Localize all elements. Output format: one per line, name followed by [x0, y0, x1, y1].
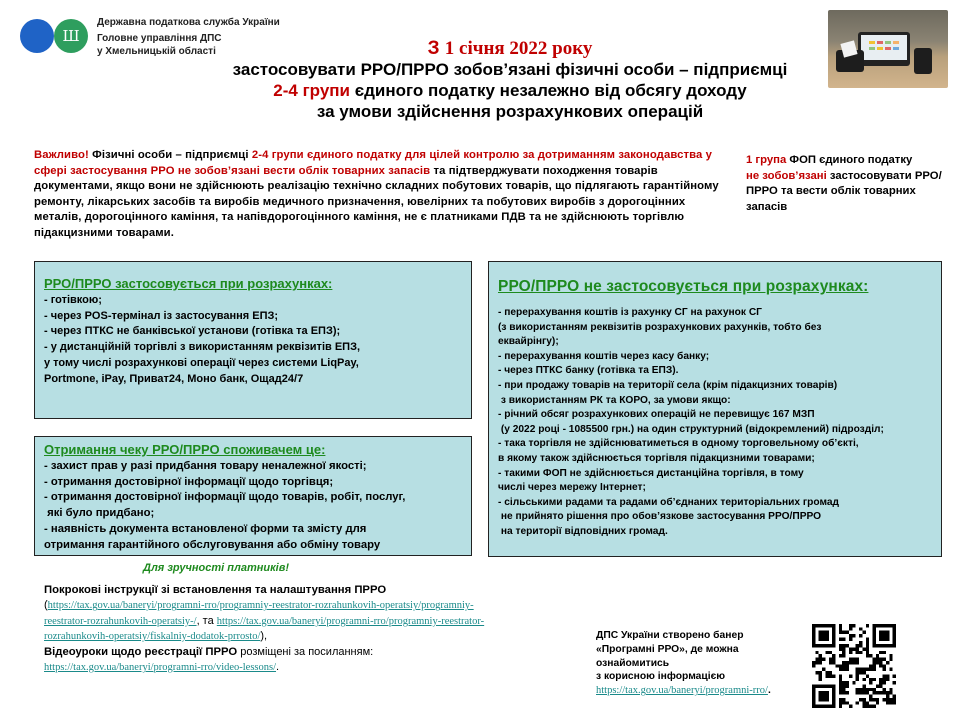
instructions-heading: Покрокові інструкції зі встановлення та налаштування ПРРО	[44, 584, 387, 596]
org-line-1: Державна податкова служба України	[97, 17, 280, 28]
list-item: - перерахування коштів із рахунку СГ на рахунок СГ	[498, 307, 762, 318]
title-line-1	[150, 38, 870, 59]
title-line-4: за умови здійснення розрахункових операцій	[316, 102, 704, 121]
list-item: - такими ФОП не здійснюється дистанційна торгівля, в тому	[498, 467, 804, 479]
group1-note	[746, 153, 956, 215]
title-l3-rest: єдиного податку незалежно від обсягу доходу	[354, 81, 747, 100]
group1-text-2: застосовувати РРО/ПРРО та вести облік товарних запасів	[746, 169, 942, 213]
list-item: - через ПТКС банку (готівка та ЕПЗ).	[498, 365, 679, 377]
banner-note-line-2: «Програмні РРО», де можна	[596, 643, 739, 655]
title-l2-b: РРО/ПРРО	[360, 60, 449, 79]
rro-not-applies-list	[498, 306, 932, 540]
title-l2-a: застосовувати	[232, 60, 356, 79]
list-item: числі через мережу Інтернет;	[498, 482, 646, 494]
title-date: 1 січня 2022 року	[444, 38, 593, 59]
list-item: у тому числі розрахункові операції через системи LiqPay,	[44, 356, 359, 369]
convenience-title: Для зручності платників!	[143, 562, 290, 574]
list-item: не прийнято рішення про обов’язкове застосування РРО/ПРРО	[498, 511, 822, 523]
title-line-3	[150, 80, 870, 101]
list-item: - отримання достовірної інформації щодо торгівця;	[44, 475, 334, 488]
list-item: з використанням РК та КОРО, за умови якщо:	[498, 394, 731, 406]
list-item: еквайрінгу);	[498, 336, 559, 348]
list-item: які було придбано;	[44, 507, 155, 520]
title-prefix: З	[427, 38, 440, 59]
rro-applies-list	[44, 293, 462, 387]
group1-highlight: не зобов’язані	[746, 169, 827, 182]
list-item: - через ПТКС не банківської установи (готівка та ЕПЗ);	[44, 325, 341, 338]
rro-not-applies-box	[488, 261, 942, 557]
important-label: Важливо!	[34, 149, 89, 161]
paren-open: (	[44, 599, 48, 612]
banner-note	[596, 629, 786, 698]
banner-note-line-3: ознайомитись	[596, 657, 670, 669]
title-line-2	[150, 59, 870, 80]
important-highlight: 2-4 групи єдиного податку для цілей контролю за дотриманням законодавства у сфері застосування РРО не зобов’язані вести облік товарних запасів	[34, 149, 713, 177]
list-item: - перерахування коштів через касу банку;	[498, 350, 710, 362]
list-item: - така торгівля не здійснюватиметься в одному торговельному об’єкті,	[498, 438, 859, 450]
instructions-link-2[interactable]: https://tax.gov.ua/baneryi/programni-rro/programniy-reestrator-rozrahunkovih-operatsiy/fiskalniy-dodatok-prrosto/	[44, 615, 485, 643]
important-note	[34, 148, 724, 241]
rro-not-applies-heading: РРО/ПРРО не застосовується при розрахунках:	[498, 278, 869, 295]
period: .	[767, 685, 771, 697]
rro-applies-heading: РРО/ПРРО застосовується при розрахунках:	[44, 276, 333, 291]
list-item: - наявність документа встановленої форми та змісту для	[44, 522, 367, 535]
logo-blue-circle-icon	[20, 19, 54, 53]
important-text-1: Фізичні особи – підприємці	[92, 149, 249, 161]
list-item: (у 2022 році - 1085500 грн.) на один структурний (відокремлений) підрозділ;	[498, 423, 884, 435]
org-line-2: Головне управління ДПС	[97, 33, 222, 44]
important-text-2: та підтверджувати походження товарів документами, якщо вони не здійснюють реалізацію технічно складних побутових товарів, що підлягають гарантійному ремонту, лікарських засобів та виробів медичного призначення, ювелірних та побутових виробів з дорогоцінних металів, дорогоцінного каміння, та напівдорогоцінного каміння, не є платниками ПДВ та не здійснюють торгівлю підакцизними товарами.	[34, 164, 719, 239]
org-line-3: у Хмельницькій області	[97, 46, 216, 57]
list-item: отримання гарантійного обслуговування або обміну товару	[44, 538, 381, 551]
list-item: Portmone, iPay, Приват24, Моно банк, Ощад24/7	[44, 372, 304, 385]
receipt-benefits-list	[44, 459, 462, 553]
banner-link[interactable]: https://tax.gov.ua/baneryi/programni-rro/	[596, 685, 768, 697]
title-groups: 2-4 групи	[273, 81, 351, 100]
list-item: в якому також здійснюється торгівля підакцизними товарами;	[498, 452, 815, 464]
list-item: (з використанням реквізитів розрахункових рахунків, тобто без	[498, 321, 822, 333]
list-item: - через POS-термінал із застосування ЕПЗ;	[44, 309, 279, 322]
video-lessons-text: розміщені за посиланням:	[237, 645, 374, 658]
rro-applies-box	[34, 261, 472, 419]
list-item: - річний обсяг розрахункових операцій не перевищує 167 МЗП	[498, 409, 815, 421]
list-item: - захист прав у разі придбання товару неналежної якості;	[44, 460, 367, 472]
list-item: - готівкою;	[44, 294, 102, 306]
list-item: - отримання достовірної інформації щодо товарів, робіт, послуг,	[44, 491, 406, 504]
receipt-benefits-box	[34, 436, 472, 556]
list-item: - при продажу товарів на території села (крім підакцизних товарів)	[498, 379, 838, 391]
video-lessons-link[interactable]: https://tax.gov.ua/baneryi/programni-rro/video-lessons/	[44, 662, 277, 674]
group1-label: 1 група	[746, 154, 787, 166]
trident-icon: Ш	[54, 19, 88, 53]
video-lessons-label: Відеоуроки щодо реєстрації ПРРО	[44, 645, 238, 658]
group1-text-1: ФОП єдиного податку	[789, 154, 913, 166]
list-item: - сільськими радами та радами об’єднаних територіальних громад	[498, 496, 840, 508]
list-item: - у дистанційній торгівлі з використанням реквізитів ЕПЗ,	[44, 341, 361, 354]
banner-note-line-1: ДПС України створено банер	[596, 630, 744, 641]
separator: , та	[196, 614, 214, 627]
receipt-benefits-heading: Отримання чеку РРО/ПРРО споживачем це:	[44, 442, 326, 457]
instructions-paragraph	[44, 583, 494, 675]
qr-code-icon[interactable]	[812, 624, 896, 708]
list-item: на території відповідних громад.	[498, 525, 668, 537]
period: .	[276, 661, 280, 674]
paren-close: ),	[260, 630, 268, 643]
title-l2-c: зобов’язані фізичні особи – підприємці	[453, 60, 788, 79]
card-reader-image	[914, 48, 932, 74]
instructions-link-1[interactable]: https://tax.gov.ua/baneryi/programni-rro/programniy-reestrator-rozrahunkovih-operatsiy/programniy-reestrator-rozrahunkovih-operatsiy-/	[44, 600, 474, 627]
page-title	[150, 38, 870, 122]
banner-note-line-4: з корисною інформацією	[596, 671, 726, 683]
